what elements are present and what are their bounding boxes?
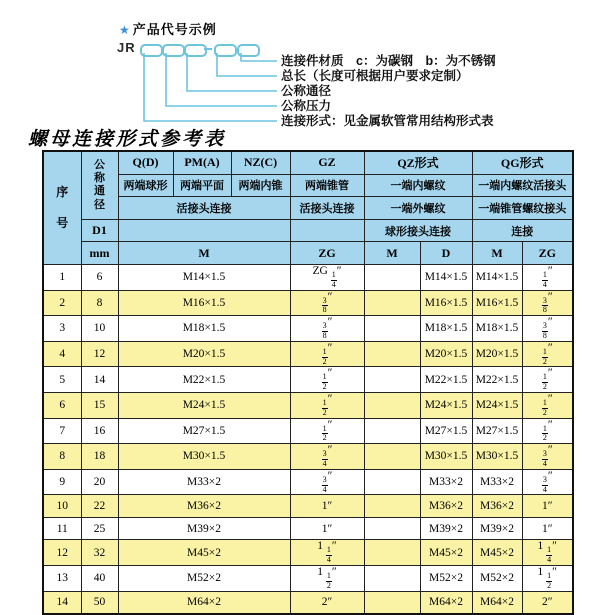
table-row [43,517,573,540]
cell-gz-thread: 2″ [290,591,364,614]
header-diameter: 公称通径 [81,151,118,219]
cell-m-thread: M30×1.5 [118,444,290,470]
cell-qz-d: M39×2 [420,517,472,540]
cell-qz-m [364,264,420,290]
cell-diameter: 18 [81,444,118,470]
cell-serial: 2 [43,290,81,316]
table-row [43,392,573,418]
cell-diameter: 12 [81,341,118,367]
cell-qg-m: M18×1.5 [472,316,522,342]
cell-qg-zg: $\frac{3}{4}$ ″ [522,469,573,495]
header-conn-gz: 活接头连接 [290,197,364,220]
cell-m-thread: M27×1.5 [118,418,290,444]
table-row [43,591,573,614]
cell-qg-m: M33×2 [472,469,522,495]
cell-qg-m: M27×1.5 [472,418,522,444]
header-form-pm: PM(A) [173,151,231,174]
cell-qz-m [364,290,420,316]
cell-diameter: 20 [81,469,118,495]
callout-length: 总长（长度可根据用户要求定制） [281,69,469,83]
cell-qg-m: M64×2 [472,591,522,614]
cell-gz-thread: 1″ [290,495,364,518]
table-row [43,444,573,470]
cell-serial: 10 [43,495,81,518]
header-form-qz: QZ形式 [364,151,472,174]
cell-m-thread: M64×2 [118,591,290,614]
cell-qg-m: M39×2 [472,517,522,540]
cell-qg-zg: $\frac{3}{8}$ ″ [522,290,573,316]
cell-serial: 9 [43,469,81,495]
cell-qg-m: M16×1.5 [472,290,522,316]
reference-table [42,150,574,615]
cell-gz-thread: $\frac{1}{2}$ ″ [290,418,364,444]
cell-diameter: 40 [81,566,118,592]
cell-diameter: 8 [81,290,118,316]
table-row [43,367,573,393]
cell-qz-d: M24×1.5 [420,392,472,418]
header-blank [118,219,290,242]
table-row [43,469,573,495]
cell-qg-zg: 2″ [522,591,573,614]
cell-gz-thread: $\frac{1}{2}$ ″ [290,392,364,418]
cell-qz-d: M14×1.5 [420,264,472,290]
cell-qz-m [364,316,420,342]
cell-m-thread: M14×1.5 [118,264,290,290]
header-thread-zg: ZG [290,242,364,265]
cell-gz-thread: ZG $\frac{1}{4}$ ″ [290,264,364,290]
cell-m-thread: M20×1.5 [118,341,290,367]
cell-serial: 14 [43,591,81,614]
header-conn: 连接 [472,219,573,242]
cell-gz-thread: $\frac{1}{2}$ ″ [290,341,364,367]
cell-qz-d: M52×2 [420,566,472,592]
header-d1: D1 [81,219,118,242]
header-end-pm: 两端平面 [173,174,231,197]
table-row [43,341,573,367]
cell-qg-zg: $\frac{1}{2}$ ″ [522,341,573,367]
cell-diameter: 25 [81,517,118,540]
cell-diameter: 16 [81,418,118,444]
cell-serial: 11 [43,517,81,540]
cell-qz-m [364,566,420,592]
cell-qg-m: M52×2 [472,566,522,592]
cell-serial: 8 [43,444,81,470]
cell-qg-m: M24×1.5 [472,392,522,418]
cell-qz-m [364,469,420,495]
reference-table-wrap [42,150,574,615]
cell-m-thread: M22×1.5 [118,367,290,393]
cell-qg-zg: $\frac{3}{4}$ ″ [522,444,573,470]
table-row [43,316,573,342]
cell-qz-m [364,591,420,614]
header-form-qg: QG形式 [472,151,573,174]
cell-qz-d: M22×1.5 [420,367,472,393]
cell-qz-d: M33×2 [420,469,472,495]
cell-qz-d: M45×2 [420,540,472,566]
cell-m-thread: M18×1.5 [118,316,290,342]
header-conn-union: 活接头连接 [118,197,290,220]
cell-qz-d: M30×1.5 [420,444,472,470]
cell-qg-zg: $\frac{3}{8}$ ″ [522,316,573,342]
cell-qz-m [364,444,420,470]
cell-qz-m [364,540,420,566]
header-thread-qg-m: M [472,242,522,265]
cell-diameter: 10 [81,316,118,342]
cell-qz-m [364,392,420,418]
cell-qg-m: M14×1.5 [472,264,522,290]
code-prefix: JR [117,40,136,55]
callout-material: 连接件材质 c：为碳钢 b：为不锈钢 [281,54,496,68]
cell-gz-thread: $\frac{1}{2}$ ″ [290,367,364,393]
header-end-gz: 两端锥管 [290,174,364,197]
header-mm: mm [81,242,118,265]
table-row [43,264,573,290]
cell-qz-m [364,517,420,540]
cell-diameter: 22 [81,495,118,518]
callout-connection: 连接形式：见金属软管常用结构形式表 [281,114,494,128]
cell-qz-d: M36×2 [420,495,472,518]
header-thread-qz-d: D [420,242,472,265]
header-thread-m: M [118,242,290,265]
cell-m-thread: M39×2 [118,517,290,540]
header-end-qz: 一端内螺纹 [364,174,472,197]
table-row [43,418,573,444]
cell-m-thread: M16×1.5 [118,290,290,316]
header-end-qd: 两端球形 [118,174,173,197]
cell-serial: 4 [43,341,81,367]
header-end-qg: 一端内螺纹活接头 [472,174,573,197]
cell-qg-m: M45×2 [472,540,522,566]
header-serial: 序号 [43,151,81,264]
diagram-heading-text: 产品代号示例 [132,22,217,37]
header-thread-qg-zg: ZG [522,242,573,265]
cell-gz-thread: $\frac{3}{8}$ ″ [290,290,364,316]
cell-gz-thread: $\frac{3}{4}$ ″ [290,444,364,470]
cell-serial: 7 [43,418,81,444]
cell-qg-zg: 1 $\frac{1}{4}$ ″ [522,540,573,566]
cell-m-thread: M52×2 [118,566,290,592]
header-form-gz: GZ [290,151,364,174]
cell-m-thread: M36×2 [118,495,290,518]
cell-qz-d: M18×1.5 [420,316,472,342]
cell-gz-thread: $\frac{3}{8}$ ″ [290,316,364,342]
cell-qg-zg: 1 $\frac{1}{2}$ ″ [522,566,573,592]
table-body [43,264,573,614]
cell-qg-zg: $\frac{1}{2}$ ″ [522,392,573,418]
cell-qz-m [364,341,420,367]
star-icon: ★ [119,23,131,37]
cell-serial: 13 [43,566,81,592]
cell-diameter: 6 [81,264,118,290]
table-row [43,566,573,592]
cell-diameter: 14 [81,367,118,393]
cell-qz-m [364,418,420,444]
cell-qg-m: M30×1.5 [472,444,522,470]
header-thread-qz-m: M [364,242,420,265]
table-title: 螺母连接形式参考表 [28,129,227,150]
cell-qz-d: M27×1.5 [420,418,472,444]
cell-qg-zg: 1″ [522,517,573,540]
cell-qg-zg: $\frac{1}{2}$ ″ [522,418,573,444]
cell-gz-thread: 1 $\frac{1}{4}$ ″ [290,540,364,566]
cell-qg-m: M36×2 [472,495,522,518]
cell-gz-thread: 1 $\frac{1}{2}$ ″ [290,566,364,592]
cell-m-thread: M45×2 [118,540,290,566]
header-conn-qz: 一端外螺纹 [364,197,472,220]
cell-qz-d: M20×1.5 [420,341,472,367]
cell-diameter: 15 [81,392,118,418]
cell-qg-zg: $\frac{1}{2}$ ″ [522,367,573,393]
cell-gz-thread: 1″ [290,517,364,540]
cell-serial: 12 [43,540,81,566]
cell-diameter: 32 [81,540,118,566]
callout-diameter: 公称通径 [281,84,332,98]
table-row [43,290,573,316]
header-form-qd: Q(D) [118,151,173,174]
cell-serial: 6 [43,392,81,418]
cell-diameter: 50 [81,591,118,614]
cell-serial: 3 [43,316,81,342]
header-form-nz: NZ(C) [231,151,290,174]
callout-pressure: 公称压力 [281,99,332,113]
table-row [43,540,573,566]
cell-qz-m [364,367,420,393]
table-header [43,151,573,264]
header-ball-conn: 球形接头连接 [364,219,472,242]
table-row [43,495,573,518]
cell-gz-thread: $\frac{3}{4}$ ″ [290,469,364,495]
cell-qg-zg: 1″ [522,495,573,518]
cell-m-thread: M24×1.5 [118,392,290,418]
header-blank [290,219,364,242]
header-end-nz: 两端内锥 [231,174,290,197]
cell-qz-d: M16×1.5 [420,290,472,316]
cell-qg-m: M22×1.5 [472,367,522,393]
cell-serial: 1 [43,264,81,290]
cell-m-thread: M33×2 [118,469,290,495]
header-conn-qg: 一端锥管螺纹接头 [472,197,573,220]
cell-qz-m [364,495,420,518]
cell-serial: 5 [43,367,81,393]
cell-qg-zg: $\frac{1}{4}$ ″ [522,264,573,290]
cell-qg-m: M20×1.5 [472,341,522,367]
cell-qz-d: M64×2 [420,591,472,614]
